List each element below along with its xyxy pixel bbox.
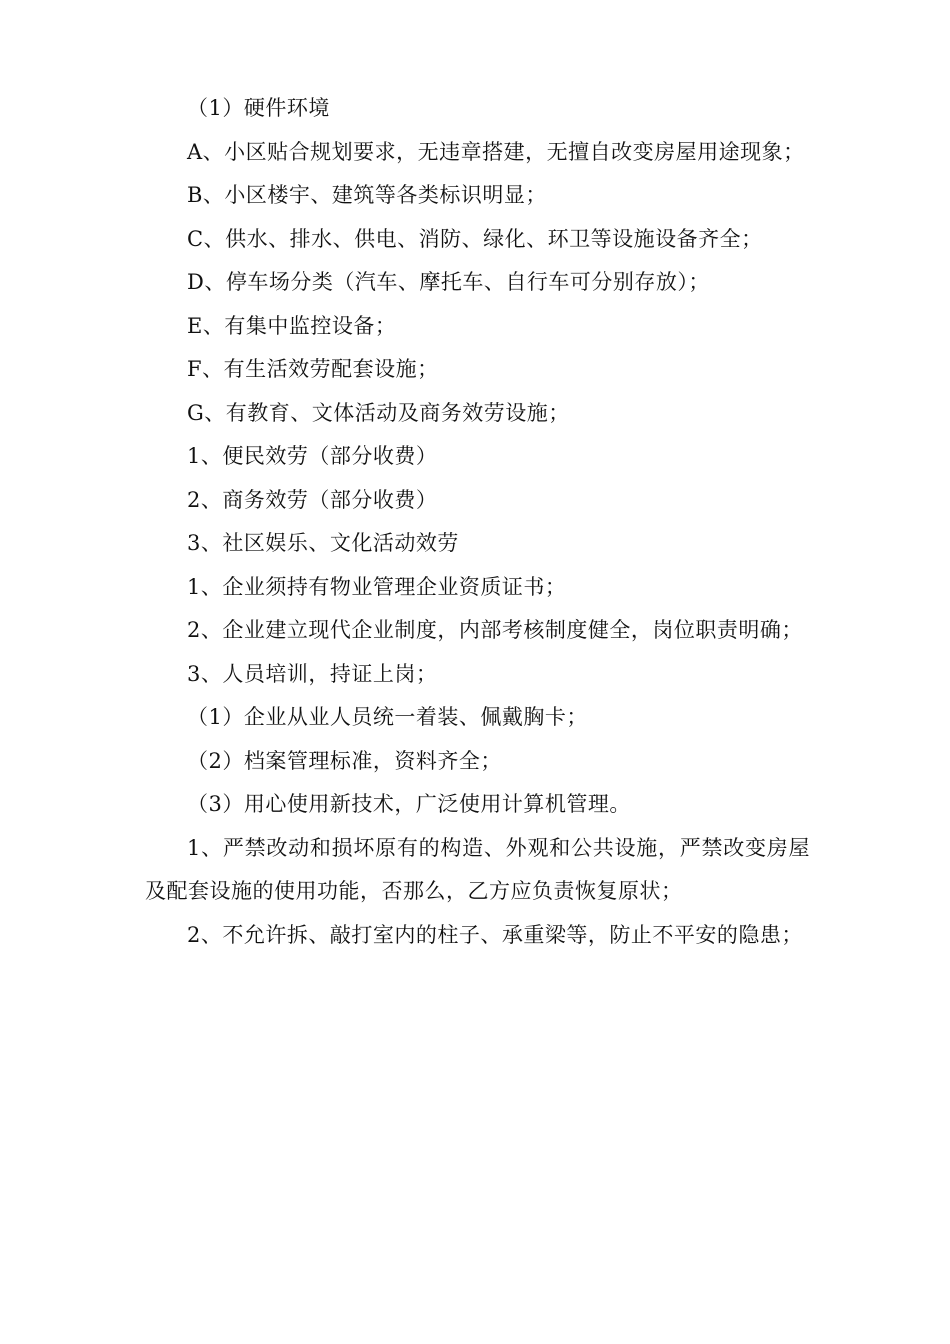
paragraph: （2）档案管理标准，资料齐全； <box>187 748 502 773</box>
paragraph: 1、企业须持有物业管理企业资质证书； <box>187 574 567 599</box>
paragraph: （3）用心使用新技术，广泛使用计算机管理。 <box>187 792 631 816</box>
paragraph: 3、人员培训，持证上岗； <box>187 661 438 686</box>
paragraph: D、停车场分类（汽车、摩托车、自行车可分别存放）； <box>187 270 710 294</box>
paragraph: 2、不允许拆、敲打室内的柱子、承重梁等，防止不平安的隐患； <box>187 922 803 947</box>
paragraph: （1）硬件环境 <box>187 96 330 120</box>
paragraph: 2、企业建立现代企业制度，内部考核制度健全，岗位职责明确； <box>187 618 803 642</box>
paragraph: F、有生活效劳配套设施； <box>187 357 439 381</box>
paragraph: B、小区楼宇、建筑等各类标识明显； <box>187 183 547 207</box>
document-body <box>145 87 810 957</box>
paragraph: 3、社区娱乐、文化活动效劳 <box>187 531 459 555</box>
paragraph: 1、严禁改动和损坏原有的构造、外观和公共设施，严禁改变房屋及配套设施的使用功能，否那么，乙方应负责恢复原状； <box>145 835 810 903</box>
paragraph: 1、便民效劳（部分收费） <box>187 444 438 468</box>
paragraph: C、供水、排水、供电、消防、绿化、环卫等设施设备齐全； <box>187 226 763 251</box>
paragraph: 2、商务效劳（部分收费） <box>187 487 438 512</box>
paragraph: G、有教育、文体活动及商务效劳设施； <box>187 400 570 425</box>
paragraph: （1）企业从业人员统一着装、佩戴胸卡； <box>187 705 588 729</box>
paragraph: E、有集中监控设备； <box>187 313 397 338</box>
paragraph: A、小区贴合规划要求，无违章搭建，无擅自改变房屋用途现象； <box>187 139 805 164</box>
